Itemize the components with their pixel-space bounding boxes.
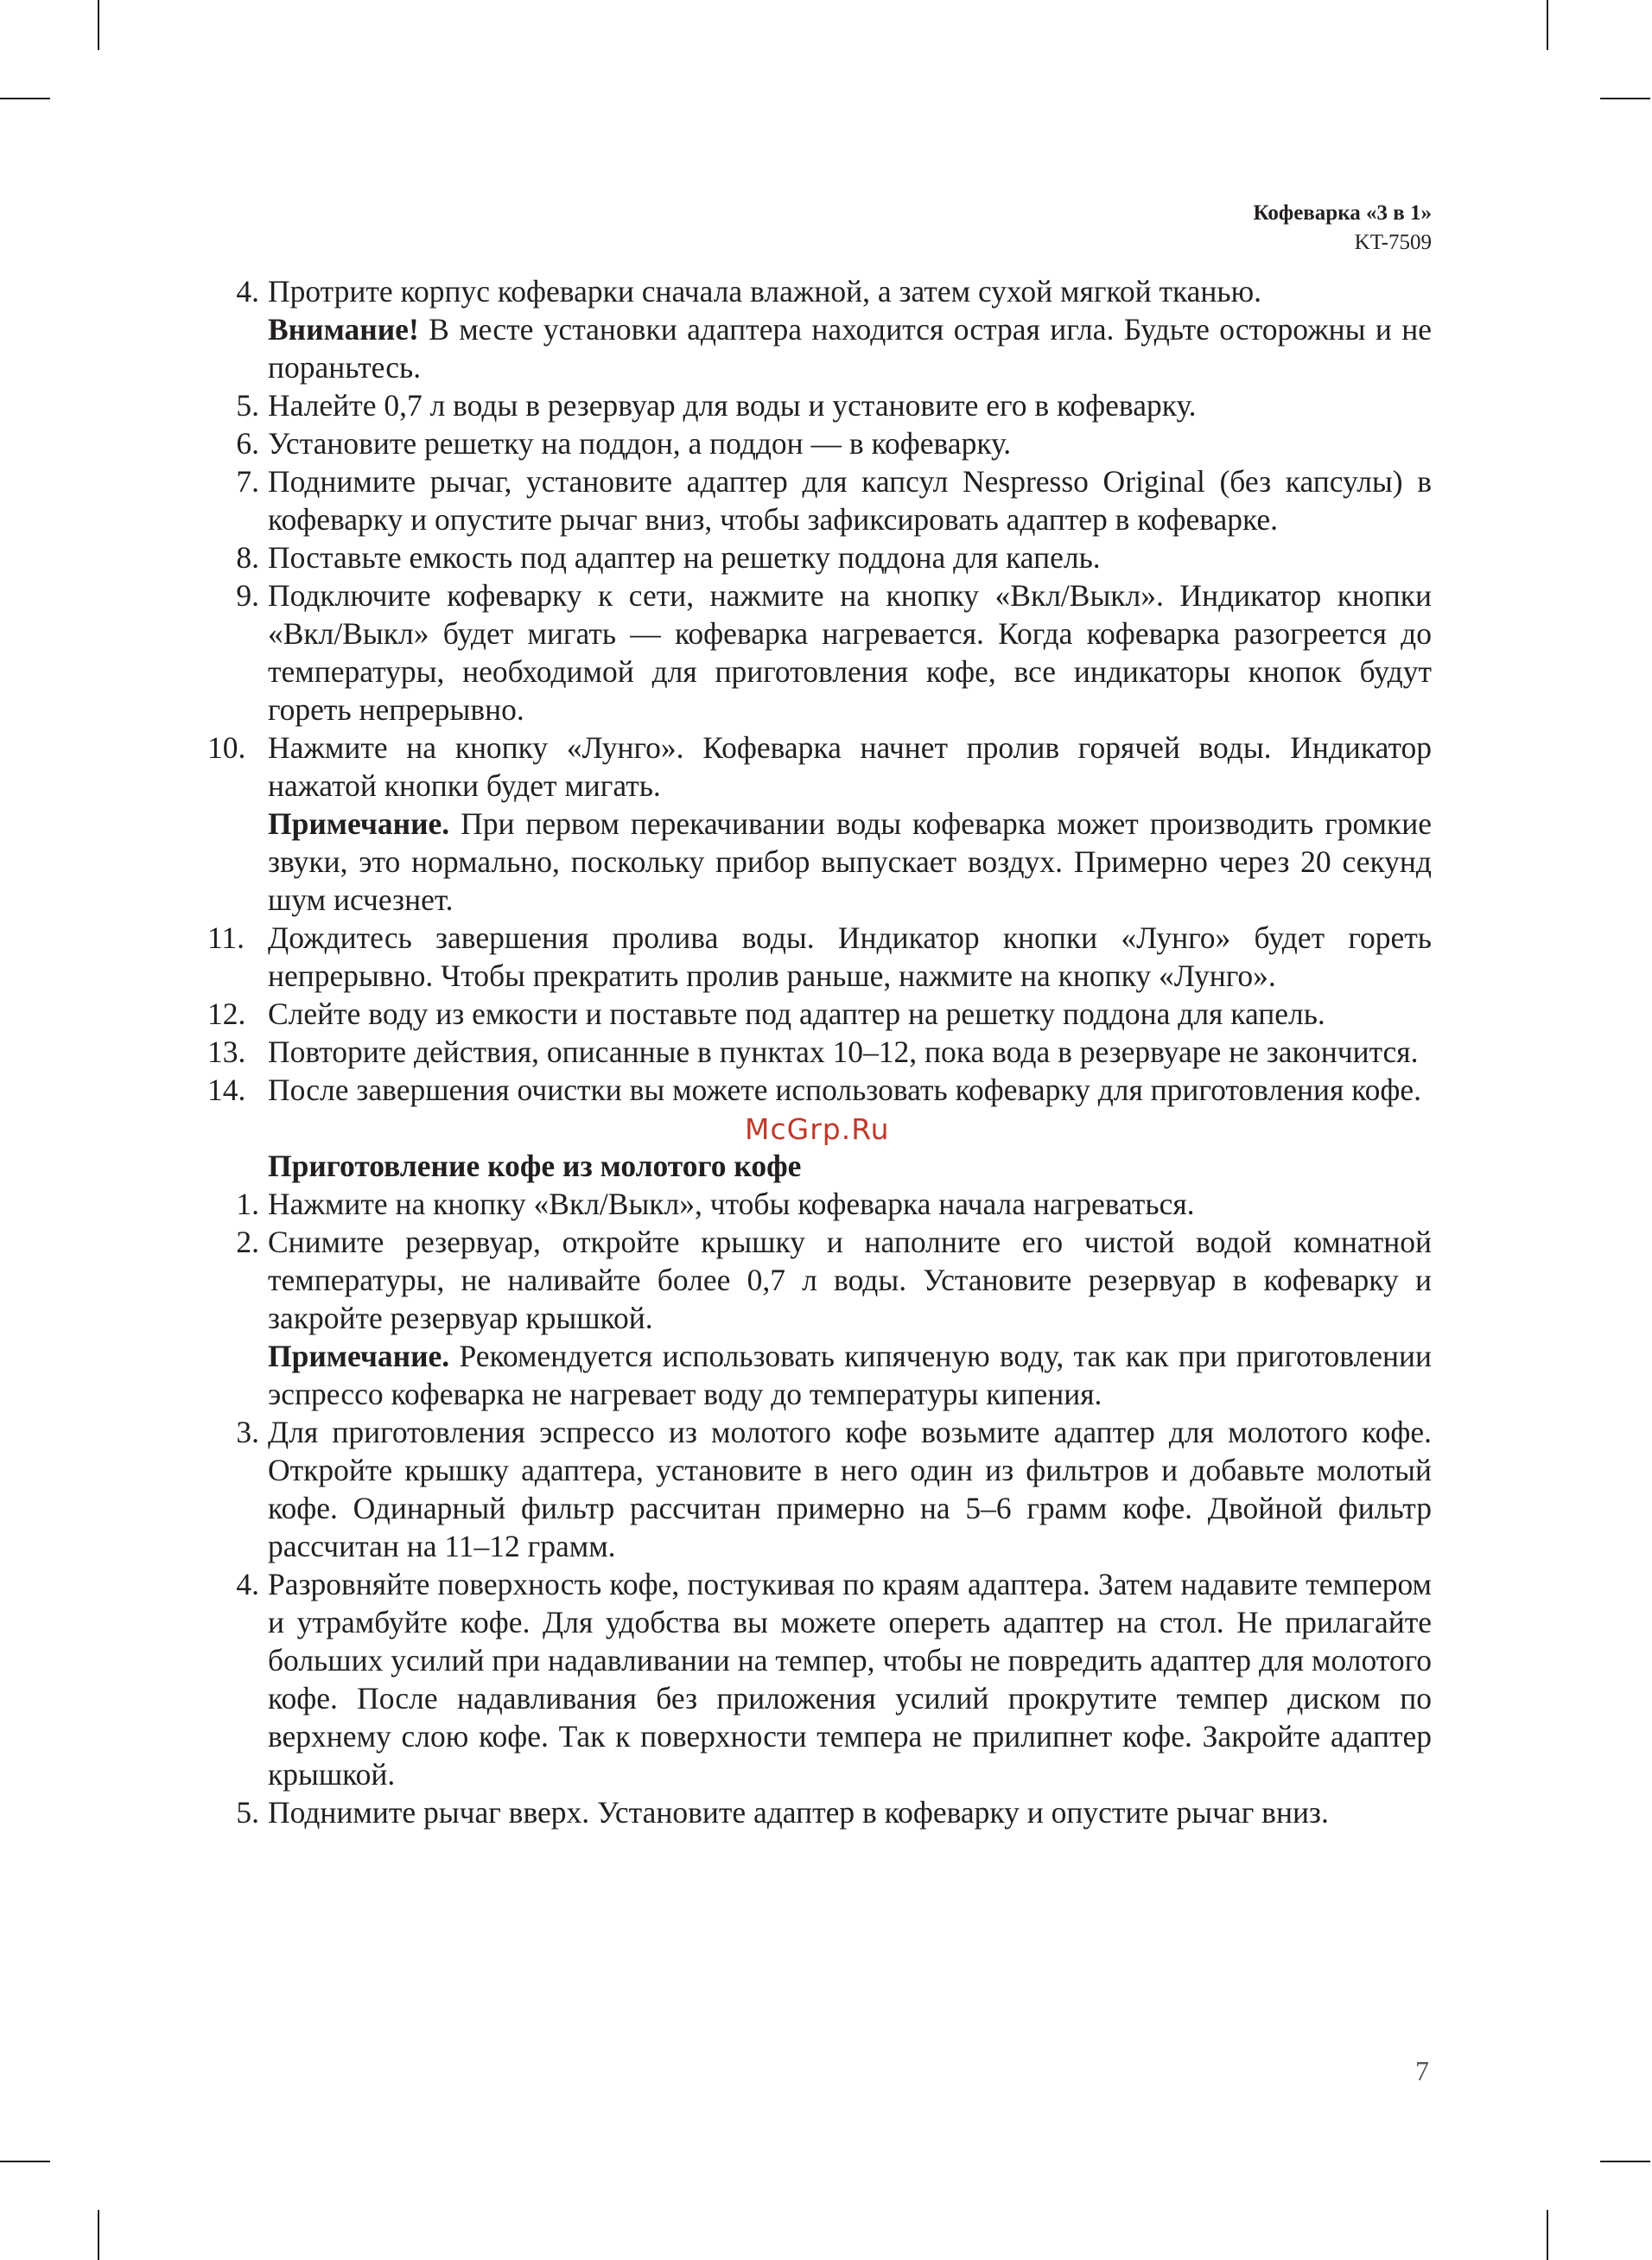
item-text: Повторите действия, описанные в пунктах 10–12, пока вода в резервуаре не закончится. [268, 1035, 1419, 1069]
item-number: 13. [207, 1035, 246, 1069]
watermark: McGrp.Ru [745, 1112, 890, 1146]
list-item [207, 1565, 1432, 1793]
crop-mark [0, 2161, 50, 2162]
note-label: Внимание! [268, 312, 419, 347]
item-number: 6. [236, 426, 259, 461]
crop-mark [0, 98, 50, 99]
list-item [207, 1071, 1432, 1109]
item-number: 12. [207, 996, 246, 1031]
item-number: 7. [236, 464, 259, 499]
item-number: 9. [236, 578, 259, 613]
note-label: Примечание. [268, 1339, 450, 1373]
item-text: После завершения очистки вы можете использовать кофеварку для приготовления кофе. [268, 1073, 1421, 1107]
item-number: 4. [236, 1567, 259, 1601]
page-body [207, 272, 1432, 1831]
item-text: Снимите резервуар, откройте крышку и наполните его чистой водой комнатной температуры, не наливайте более 0,7 л воды. Установите резервуар в кофеварку и закройте резервуар крышкой. [268, 1225, 1432, 1335]
item-number: 11. [207, 920, 245, 955]
item-number: 5. [236, 1795, 259, 1830]
list-item [207, 1413, 1432, 1565]
note-text: Рекомендуется использовать кипяченую воду, так как при приготовлении эспрессо кофеварка не нагревает воду до температуры кипения. [268, 1339, 1432, 1411]
warning-note [207, 310, 1432, 386]
list-item [207, 1793, 1432, 1831]
crop-mark [1547, 0, 1548, 50]
item-number: 14. [207, 1073, 246, 1107]
item-number: 3. [236, 1415, 259, 1449]
header-model: KT-7509 [1354, 231, 1432, 254]
list-item [207, 729, 1432, 805]
item-number: 2. [236, 1225, 259, 1259]
remark-note [207, 805, 1432, 919]
header-title: Кофеварка «3 в 1» [1253, 201, 1432, 225]
crop-mark [1600, 2161, 1650, 2162]
list-item [207, 386, 1432, 424]
item-text: Для приготовления эспрессо из молотого кофе возьмите адаптер для молотого кофе. Откройте крышку адаптера, установите в него один из фильтров и добавьте молотый кофе. Одинарный фильтр рассчитан примерно на 5–6 грамм кофе. Двойной фильтр рассчитан на 11–12 грамм. [268, 1415, 1432, 1563]
item-number: 8. [236, 540, 259, 575]
list-item [207, 1033, 1432, 1071]
remark-note [207, 1337, 1432, 1413]
item-text: Поднимите рычаг вверх. Установите адаптер в кофеварку и опустите рычаг вниз. [268, 1795, 1329, 1830]
item-text: Поднимите рычаг, установите адаптер для капсул Nespresso Original (без капсулы) в кофеварку и опустите рычаг вниз, чтобы зафиксировать адаптер в кофеварке. [268, 464, 1432, 537]
list-item [207, 538, 1432, 576]
item-number: 4. [236, 274, 259, 309]
section-title: Приготовление кофе из молотого кофе [268, 1149, 802, 1183]
note-text: В месте установки адаптера находится острая игла. Будьте осторожны и не пораньтесь. [268, 312, 1432, 385]
item-text: Разровняйте поверхность кофе, постукивая по краям адаптера. Затем надавите темпером и утрамбуйте кофе. Для удобства вы можете опереть адаптер на стол. Не прилагайте больших усилий при надавливании на темпер, чтобы не повредить адаптер для молотого кофе. После надавливания без приложения усилий прокрутите темпер диском по верхнему слою кофе. Так к поверхности темпера не прилипнет кофе. Закройте адаптер крышкой. [268, 1567, 1432, 1792]
list-item [207, 995, 1432, 1033]
running-header [1254, 199, 1432, 258]
item-text: Подключите кофеварку к сети, нажмите на кнопку «Вкл/Выкл». Индикатор кнопки «Вкл/Выкл» будет мигать — кофеварка нагревается. Когда кофеварка разогреется до температуры, необходимой для приготовления кофе, все индикаторы кнопок будут гореть непрерывно. [268, 578, 1432, 727]
list-item [207, 1185, 1432, 1223]
list-item [207, 272, 1432, 310]
crop-mark [98, 0, 99, 50]
crop-mark [1547, 2210, 1548, 2260]
item-text: Протрите корпус кофеварки сначала влажной, а затем сухой мягкой тканью. [268, 274, 1262, 309]
item-text: Поставьте емкость под адаптер на решетку поддона для капель. [268, 540, 1101, 575]
list-item [207, 462, 1432, 538]
item-number: 10. [207, 730, 246, 765]
list-item [207, 1223, 1432, 1337]
list-item [207, 919, 1432, 995]
crop-mark [98, 2210, 99, 2260]
list-item [207, 576, 1432, 729]
note-text: При первом перекачивании воды кофеварка может производить громкие звуки, это нормально, поскольку прибор выпускает воздух. Примерно через 20 секунд шум исчезнет. [268, 806, 1432, 917]
item-text: Нажмите на кнопку «Вкл/Выкл», чтобы кофеварка начала нагреваться. [268, 1187, 1195, 1221]
crop-mark [1600, 98, 1650, 99]
item-text: Дождитесь завершения пролива воды. Индикатор кнопки «Лунго» будет гореть непрерывно. Чтобы прекратить пролив раньше, нажмите на кнопку «Лунго». [268, 920, 1432, 993]
note-label: Примечание. [268, 806, 450, 841]
item-text: Установите решетку на поддон, а поддон — в кофеварку. [268, 426, 1012, 461]
item-text: Налейте 0,7 л воды в резервуар для воды и установите его в кофеварку. [268, 388, 1197, 423]
page-number: 7 [1415, 2055, 1429, 2086]
item-text: Слейте воду из емкости и поставьте под адаптер на решетку поддона для капель. [268, 996, 1325, 1031]
item-text: Нажмите на кнопку «Лунго». Кофеварка начнет пролив горячей воды. Индикатор нажатой кнопки будет мигать. [268, 730, 1432, 803]
item-number: 5. [236, 388, 259, 423]
list-item [207, 424, 1432, 462]
item-number: 1. [236, 1187, 259, 1221]
